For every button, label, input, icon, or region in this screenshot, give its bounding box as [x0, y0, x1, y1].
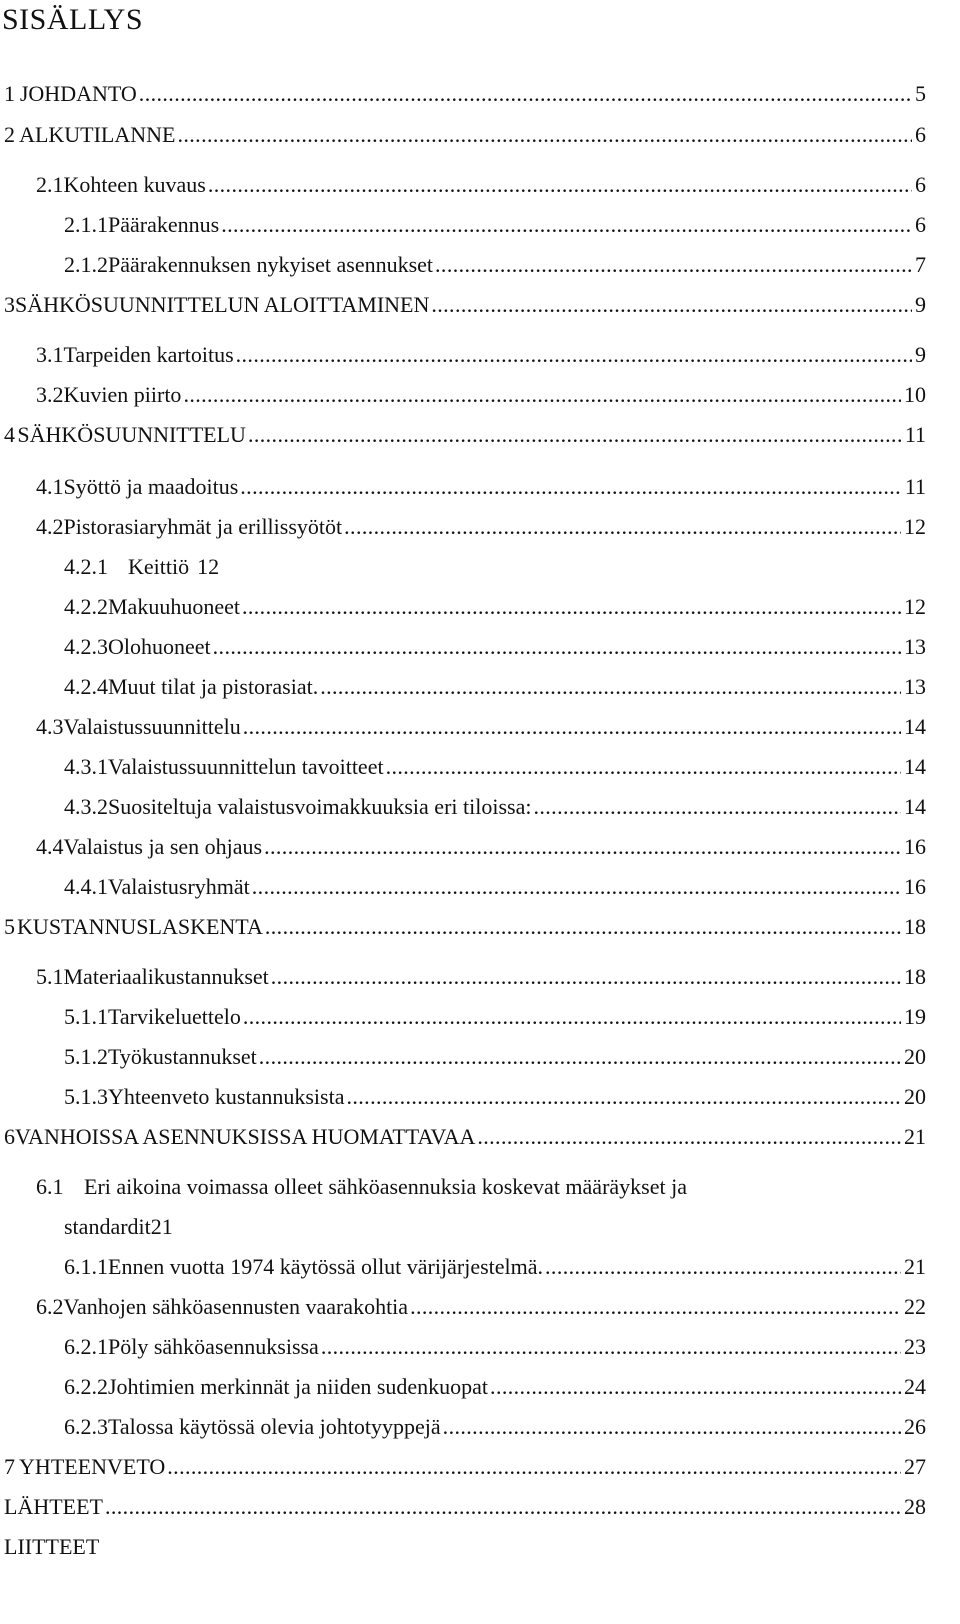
toc-entry-label: Muut tilat ja pistorasiat.: [108, 674, 319, 699]
toc-entry[interactable]: [64, 669, 926, 705]
toc-dot-leader: [105, 1489, 901, 1525]
toc-entry[interactable]: [4, 117, 926, 153]
toc-entry-label: Olohuoneet: [108, 634, 211, 659]
toc-dot-leader: [533, 789, 901, 825]
toc-entry[interactable]: [4, 76, 926, 112]
toc-entry-number: 5.1.2: [64, 1044, 108, 1069]
toc-entry[interactable]: [64, 1079, 926, 1115]
toc-entry-label: Talossa käytössä olevia johtotyyppejä: [108, 1414, 441, 1439]
toc-entry-page: 13: [904, 634, 926, 659]
toc-entry-label: Syöttö ja maadoitus: [63, 474, 239, 499]
page-title: SISÄLLYS: [2, 3, 144, 36]
toc-entry-number: 5: [4, 914, 15, 939]
toc-entry-page: 12: [197, 554, 220, 579]
toc-entry-page: 10: [904, 382, 926, 407]
toc-entry-label: Päärakennuksen nykyiset asennukset: [108, 252, 434, 277]
toc-entry-page: 6: [915, 212, 926, 237]
toc-entry-page: 18: [904, 914, 926, 939]
toc-dot-leader: [431, 287, 912, 323]
toc-entry-label: Johtimien merkinnät ja niiden sudenkuopat: [108, 1374, 489, 1399]
toc-entry-page: 21: [904, 1254, 926, 1279]
toc-dot-leader: [264, 829, 901, 865]
toc-entry-number: 5.1.1: [64, 1004, 108, 1029]
toc-entry[interactable]: [36, 709, 926, 745]
toc-entry-page: 14: [904, 714, 926, 739]
toc-entry[interactable]: [4, 287, 926, 323]
toc-entry-page: 6: [915, 122, 926, 147]
toc-entry[interactable]: [36, 469, 926, 505]
toc-entry-page: 11: [904, 474, 926, 499]
toc-entry-number: 6.2: [36, 1294, 64, 1319]
toc-entry[interactable]: [64, 589, 926, 625]
toc-entry-number: 6.1.1: [64, 1254, 108, 1279]
toc-entry[interactable]: [64, 549, 926, 585]
toc-entry-page: 20: [904, 1084, 926, 1109]
toc-entry-number: 3.2: [36, 382, 64, 407]
toc-entry-label: KUSTANNUSLASKENTA: [17, 914, 263, 939]
toc-entry[interactable]: [64, 789, 926, 825]
toc-entry[interactable]: [64, 749, 926, 785]
toc-dot-leader: [248, 417, 902, 453]
toc-entry-number: 4.2.2: [64, 594, 108, 619]
toc-dot-leader: [236, 337, 912, 373]
toc-entry-label: Materiaalikustannukset: [63, 964, 269, 989]
toc-entry-page: 16: [904, 834, 926, 859]
toc-entry-label: Suositeltuja valaistusvoimakkuuksia eri tiloissa:: [108, 794, 532, 819]
toc-entry-label: SÄHKÖSUUNNITTELU: [17, 422, 246, 447]
toc-entry-label: Valaistus ja sen ohjaus: [63, 834, 263, 859]
toc-entry-label: Valaistussuunnittelu: [63, 714, 241, 739]
toc-entry[interactable]: [64, 207, 926, 243]
toc-entry[interactable]: [4, 1529, 99, 1565]
toc-entry-label: Valaistusryhmät: [108, 874, 250, 899]
toc-entry-number: 6.2.2: [64, 1374, 108, 1399]
toc-dot-leader: [242, 589, 901, 625]
toc-entry-label: Työkustannukset: [108, 1044, 257, 1069]
toc-entry-label: Vanhojen sähköasennusten vaarakohtia: [63, 1294, 409, 1319]
toc-dot-leader: [183, 377, 901, 413]
toc-dot-leader: [410, 1289, 901, 1325]
toc-entry-label: Pistorasiaryhmät ja erillissyötöt: [63, 514, 343, 539]
toc-entry-page: 20: [904, 1044, 926, 1069]
toc-entry-label: Tarvikeluettelo: [108, 1004, 241, 1029]
toc-entry[interactable]: [64, 1369, 926, 1405]
toc-dot-leader: [477, 1119, 901, 1155]
toc-entry-label: LIITTEET: [4, 1534, 100, 1559]
toc-dot-leader: [167, 1449, 901, 1485]
toc-entry-page: 11: [904, 422, 926, 447]
toc-entry-page: 19: [904, 1004, 926, 1029]
toc-dot-leader: [252, 869, 901, 905]
toc-dot-leader: [177, 117, 912, 153]
toc-entry-label: SÄHKÖSUUNNITTELUN ALOITTAMINEN: [15, 292, 430, 317]
toc-entry[interactable]: [64, 247, 926, 283]
toc-entry[interactable]: [64, 1409, 926, 1445]
toc-entry-label: Tarpeiden kartoitus: [63, 342, 234, 367]
toc-entry[interactable]: [4, 909, 926, 945]
toc-dot-leader: [265, 909, 901, 945]
toc-entry[interactable]: [4, 1119, 926, 1155]
toc-entry-page: 23: [904, 1334, 926, 1359]
toc-entry-label: Kuvien piirto: [63, 382, 182, 407]
toc-entry-page: 22: [904, 1294, 926, 1319]
toc-entry-number: 1: [4, 81, 15, 106]
toc-entry-label: Ennen vuotta 1974 käytössä ollut värijärjestelmä.: [108, 1254, 544, 1279]
toc-entry-number: 6.2.3: [64, 1414, 108, 1439]
toc-entry-number: 4.2: [36, 514, 64, 539]
toc-entry-number: 3.1: [36, 342, 64, 367]
toc-dot-leader: [213, 629, 901, 665]
toc-entry[interactable]: [64, 999, 926, 1035]
toc-dot-leader: [435, 247, 912, 283]
toc-entry-number: 6.2.1: [64, 1334, 108, 1359]
toc-entry-label: Eri aikoina voimassa olleet sähköasennuksia koskevat määräykset ja: [84, 1174, 687, 1199]
toc-entry-number: 4.2.3: [64, 634, 108, 659]
toc-entry[interactable]: [64, 1249, 926, 1285]
toc-entry-number: 4: [4, 422, 15, 447]
toc-entry[interactable]: [36, 509, 926, 545]
toc-entry-continuation[interactable]: [64, 1209, 173, 1245]
toc-dot-leader: [320, 669, 901, 705]
toc-entry[interactable]: [64, 1329, 926, 1365]
toc-dot-leader: [139, 76, 912, 112]
toc-entry-number: 4.2.4: [64, 674, 108, 699]
toc-entry-number: 5.1: [36, 964, 64, 989]
toc-entry[interactable]: [64, 869, 926, 905]
toc-entry-page: 14: [904, 754, 926, 779]
toc-entry-number: 2.1.1: [64, 212, 108, 237]
toc-entry-label: ALKUTILANNE: [19, 122, 176, 147]
toc-entry-page: 7: [915, 252, 926, 277]
toc-entry-page: 12: [904, 594, 926, 619]
toc-entry-number: 7: [4, 1454, 15, 1479]
toc-entry-label: Päärakennus: [108, 212, 220, 237]
toc-dot-leader: [386, 749, 901, 785]
toc-dot-leader: [221, 207, 912, 243]
toc-entry-number: 6.1: [36, 1174, 64, 1199]
toc-entry[interactable]: [4, 1449, 926, 1485]
toc-entry[interactable]: [36, 1289, 926, 1325]
toc-dot-leader: [545, 1249, 901, 1285]
toc-entry-label: VANHOISSA ASENNUKSISSA HUOMATTAVAA: [15, 1124, 476, 1149]
toc-entry-label: LÄHTEET: [4, 1494, 103, 1519]
toc-entry-page: 5: [915, 81, 926, 106]
toc-entry-page: 26: [904, 1414, 926, 1439]
toc-dot-leader: [443, 1409, 901, 1445]
toc-entry-number: 6: [4, 1124, 15, 1149]
toc-entry-number: 4.4.1: [64, 874, 108, 899]
toc-entry-number: 4.3.2: [64, 794, 108, 819]
toc-entry-label: Valaistussuunnittelun tavoitteet: [108, 754, 384, 779]
toc-entry[interactable]: [36, 377, 926, 413]
toc-entry-number: 2.1.2: [64, 252, 108, 277]
toc-entry-number: 4.2.1: [64, 554, 108, 579]
toc-entry-number: 4.4: [36, 834, 64, 859]
toc-entry-number: 2.1: [36, 172, 64, 197]
toc-entry-label: YHTEENVETO: [19, 1454, 166, 1479]
toc-entry-label: standardit21: [64, 1214, 173, 1239]
toc-entry-page: 24: [904, 1374, 926, 1399]
toc-entry-number: 4.3.1: [64, 754, 108, 779]
toc-entry-label: Kohteen kuvaus: [63, 172, 206, 197]
toc-entry-page: 28: [904, 1494, 926, 1519]
toc-entry-label: Keittiö: [128, 554, 190, 579]
toc-dot-leader: [344, 509, 901, 545]
toc-entry-number: 4.1: [36, 474, 64, 499]
toc-dot-leader: [490, 1369, 901, 1405]
toc-entry-page: 16: [904, 874, 926, 899]
toc-dot-leader: [240, 469, 902, 505]
toc-entry-label: Pöly sähköasennuksissa: [108, 1334, 319, 1359]
toc-entry[interactable]: [36, 337, 926, 373]
toc-entry-page: 14: [904, 794, 926, 819]
toc-dot-leader: [346, 1079, 901, 1115]
toc-entry-label: JOHDANTO: [19, 81, 137, 106]
toc-dot-leader: [271, 959, 901, 995]
toc-dot-leader: [243, 999, 901, 1035]
toc-entry-page: 12: [904, 514, 926, 539]
toc-dot-leader: [243, 709, 901, 745]
toc-entry[interactable]: [64, 629, 926, 665]
toc-entry[interactable]: [36, 959, 926, 995]
toc-entry[interactable]: [36, 829, 926, 865]
toc-dot-leader: [259, 1039, 901, 1075]
toc-entry-page: 18: [904, 964, 926, 989]
toc-dot-leader: [321, 1329, 901, 1365]
toc-dot-leader: [208, 167, 912, 203]
toc-entry-number: 2: [4, 122, 15, 147]
toc-entry[interactable]: [36, 1169, 687, 1205]
toc-entry-page: 9: [915, 342, 926, 367]
toc-entry-label: Yhteenveto kustannuksista: [108, 1084, 345, 1109]
toc-entry-page: 27: [904, 1454, 926, 1479]
toc-entry-page: 13: [904, 674, 926, 699]
toc-entry[interactable]: [64, 1039, 926, 1075]
toc-entry-page: 21: [904, 1124, 926, 1149]
toc-entry-page: 6: [915, 172, 926, 197]
toc-entry-number: 5.1.3: [64, 1084, 108, 1109]
toc-entry-label: Makuuhuoneet: [108, 594, 240, 619]
toc-entry-number: 4.3: [36, 714, 64, 739]
toc-entry-number: 3: [4, 292, 15, 317]
toc-entry[interactable]: [4, 1489, 926, 1525]
toc-entry[interactable]: [36, 167, 926, 203]
toc-entry[interactable]: [4, 417, 926, 453]
toc-entry-page: 9: [915, 292, 926, 317]
